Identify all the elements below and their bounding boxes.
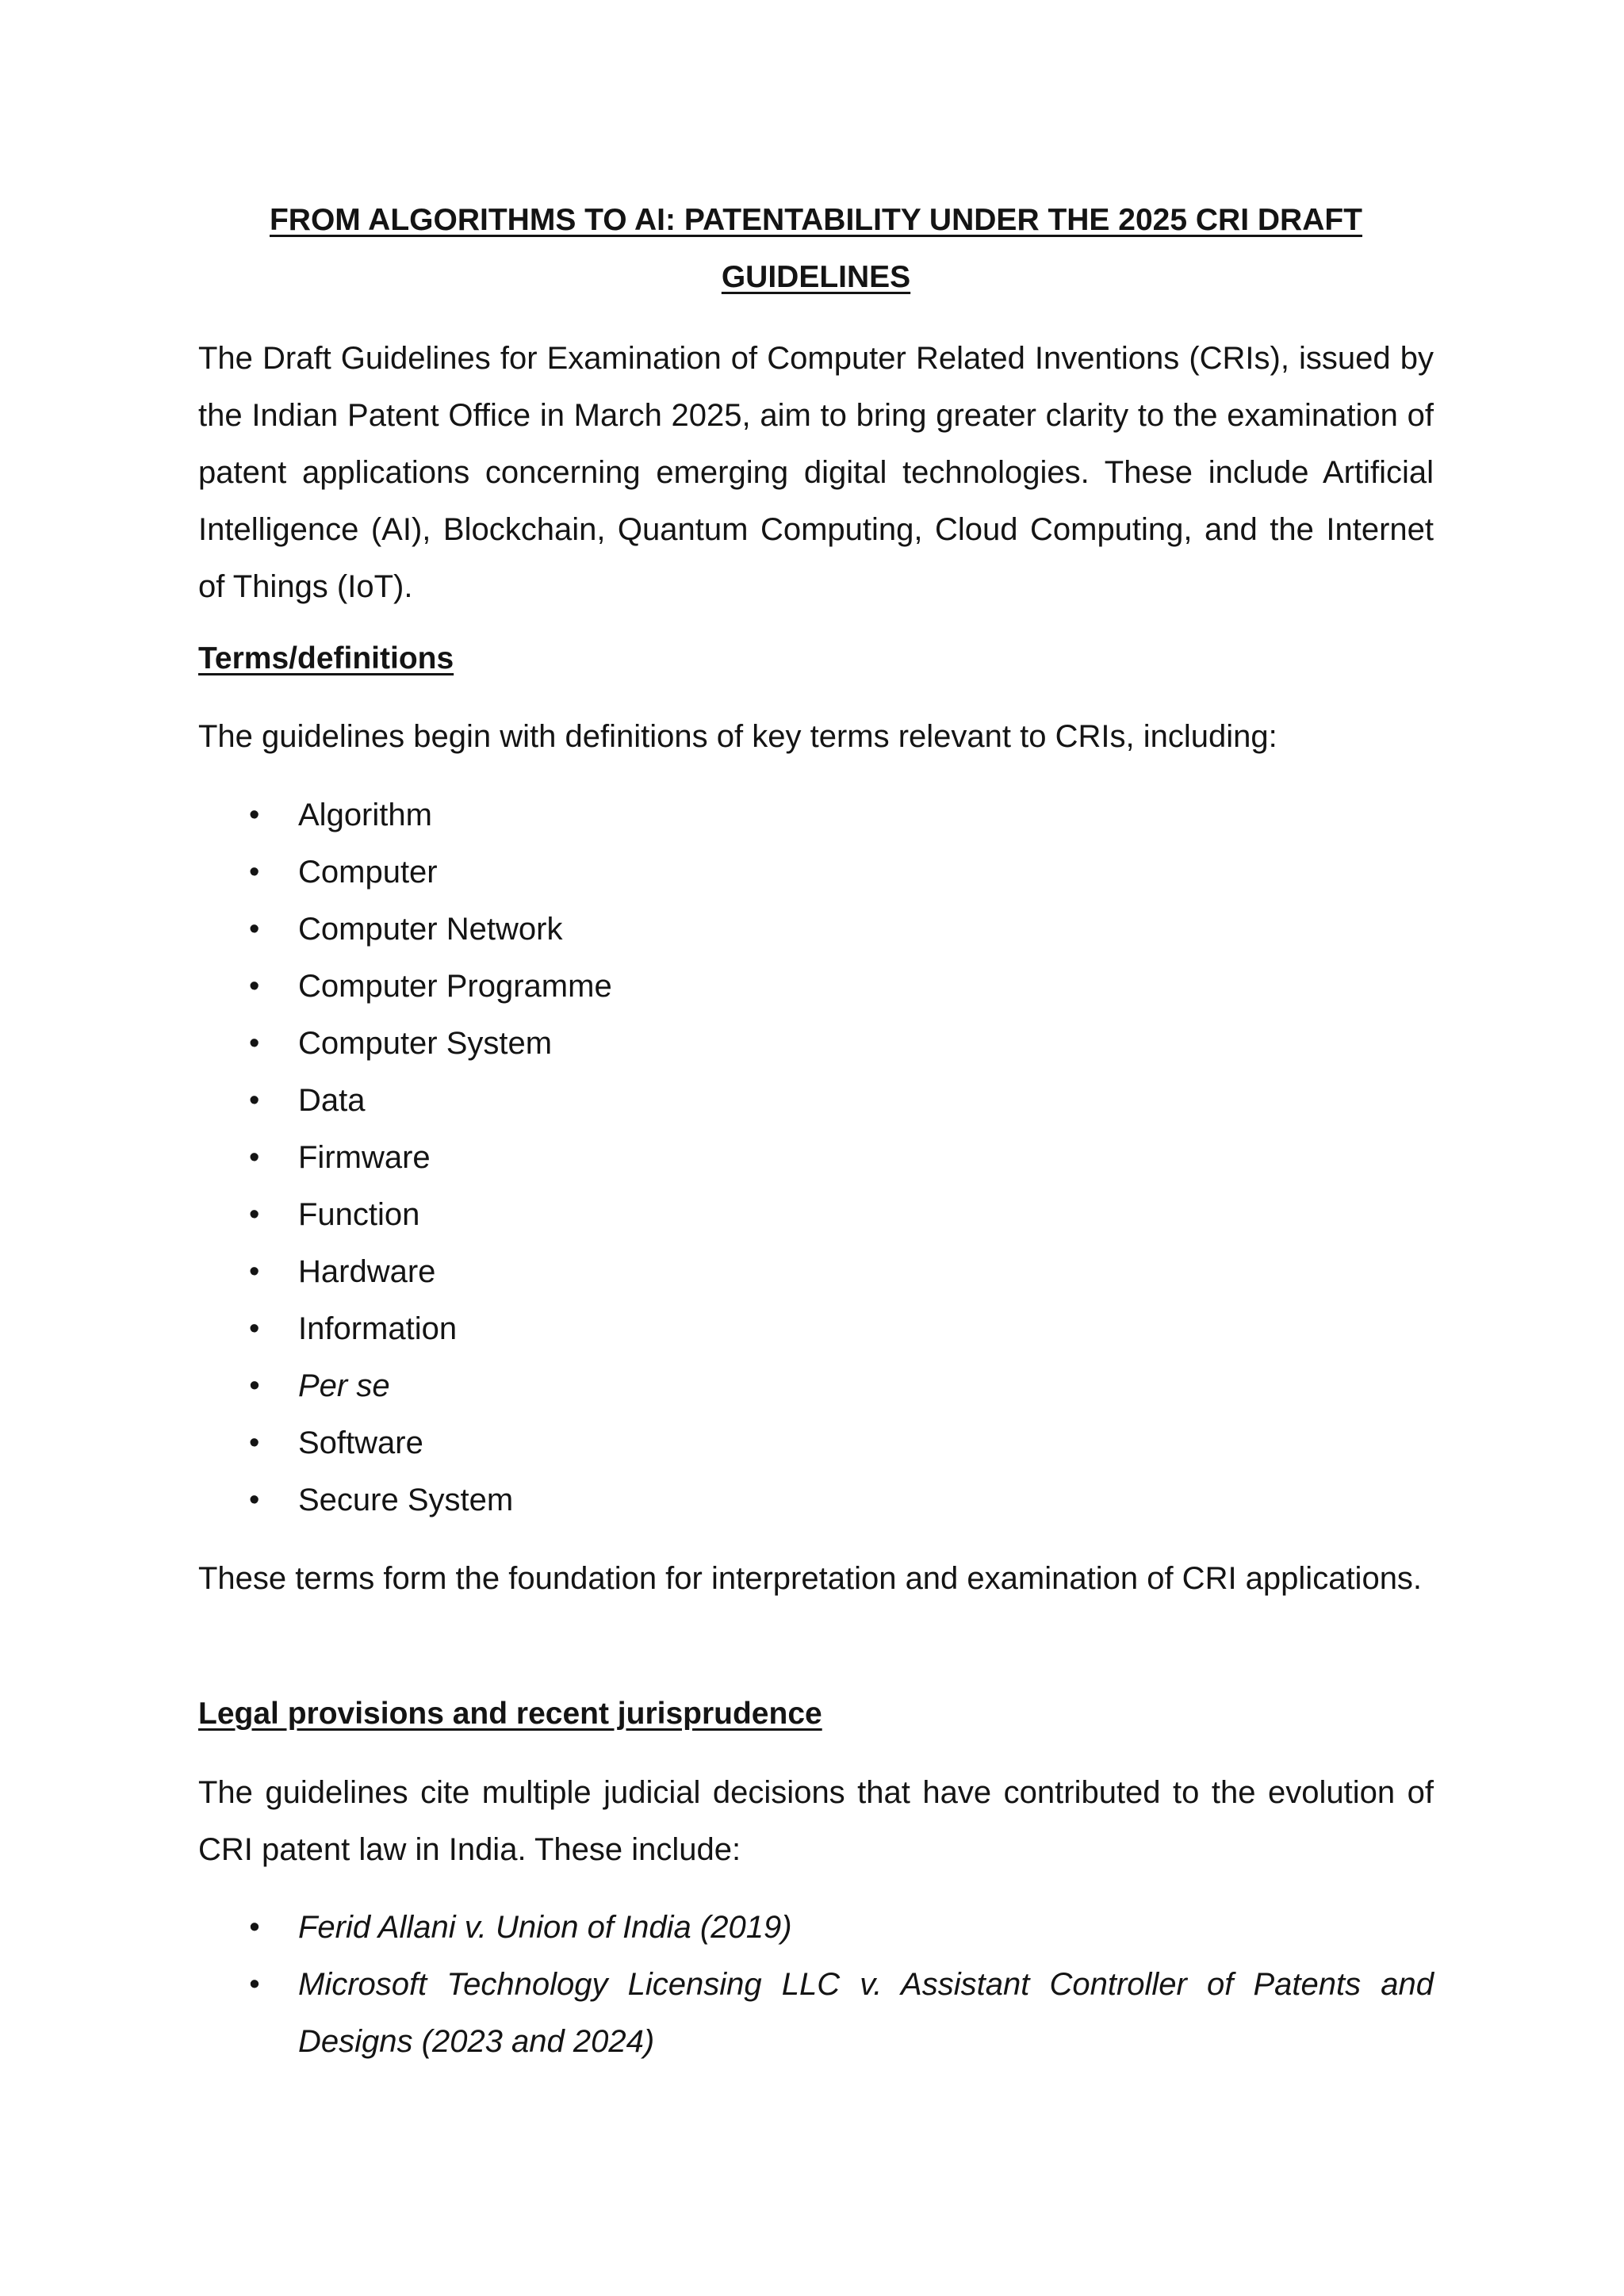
list-item: [198, 1471, 1434, 1529]
list-item: [198, 958, 1434, 1015]
bullet-icon: •: [249, 798, 260, 832]
case-label: Microsoft Technology Licensing LLC v. Assistant Controller of Patents and Designs (2023 and 2024): [298, 1967, 1434, 2059]
bullet-icon: •: [249, 1255, 260, 1288]
term-label: Computer Programme: [298, 969, 612, 1004]
intro-paragraph: The Draft Guidelines for Examination of Computer Related Inventions (CRIs), issued by the Indian Patent Office in March 2025, aim to bring greater clarity to the examination of patent applications concerning emerging digital technologies. These include Artificial Intelligence (AI), Blockchain, Quantum Computing, Cloud Computing, and the Internet of Things (IoT).: [198, 341, 1434, 604]
list-item: [198, 1072, 1434, 1129]
bullet-icon: •: [249, 1141, 260, 1174]
term-label: Software: [298, 1425, 423, 1460]
term-label: Computer System: [298, 1026, 553, 1061]
bullet-icon: •: [249, 1027, 260, 1060]
bullet-icon: •: [249, 1911, 260, 1944]
bullet-icon: •: [249, 1369, 260, 1402]
bullet-icon: •: [249, 1084, 260, 1117]
list-item: [198, 1300, 1434, 1357]
bullet-icon: •: [249, 1426, 260, 1460]
term-label: Information: [298, 1311, 458, 1346]
bullet-icon: •: [249, 913, 260, 946]
term-label: Algorithm: [298, 798, 432, 832]
document-title: FROM ALGORITHMS TO AI: PATENTABILITY UNDER THE 2025 CRI DRAFT GUIDELINES: [269, 203, 1363, 294]
bullet-icon: •: [249, 1198, 260, 1231]
term-label: Hardware: [298, 1254, 436, 1289]
legal-heading: Legal provisions and recent jurisprudence: [198, 1697, 822, 1731]
list-item: [198, 1414, 1434, 1471]
terms-heading: Terms/definitions: [198, 641, 454, 675]
term-label: Per se: [298, 1368, 390, 1403]
bullet-icon: •: [249, 1968, 260, 2001]
list-item: [198, 1357, 1434, 1414]
case-label: Ferid Allani v. Union of India (2019): [298, 1910, 792, 1945]
term-label: Secure System: [298, 1483, 514, 1517]
bullet-icon: •: [249, 1483, 260, 1517]
list-item: [198, 1243, 1434, 1300]
bullet-icon: •: [249, 1312, 260, 1345]
term-label: Firmware: [298, 1140, 431, 1175]
term-label: Computer: [298, 855, 438, 890]
legal-lead-paragraph: The guidelines cite multiple judicial decisions that have contributed to the evolution of CRI patent law in India. These include:: [198, 1775, 1434, 1867]
terms-list: [198, 786, 1434, 1529]
term-label: Data: [298, 1083, 366, 1118]
list-item: [198, 844, 1434, 901]
list-item: [198, 1956, 1434, 2070]
terms-lead-paragraph: The guidelines begin with definitions of key terms relevant to CRIs, including:: [198, 719, 1277, 754]
list-item: [198, 901, 1434, 958]
list-item: [198, 1186, 1434, 1243]
list-item: [198, 1015, 1434, 1072]
bullet-icon: •: [249, 855, 260, 889]
list-item: [198, 1129, 1434, 1186]
term-label: Function: [298, 1197, 420, 1232]
terms-closing-paragraph: These terms form the foundation for interpretation and examination of CRI applications.: [198, 1561, 1423, 1596]
list-item: [198, 786, 1434, 844]
cases-list: [198, 1899, 1434, 2070]
list-item: [198, 1899, 1434, 1956]
term-label: Computer Network: [298, 912, 563, 947]
bullet-icon: •: [249, 970, 260, 1003]
